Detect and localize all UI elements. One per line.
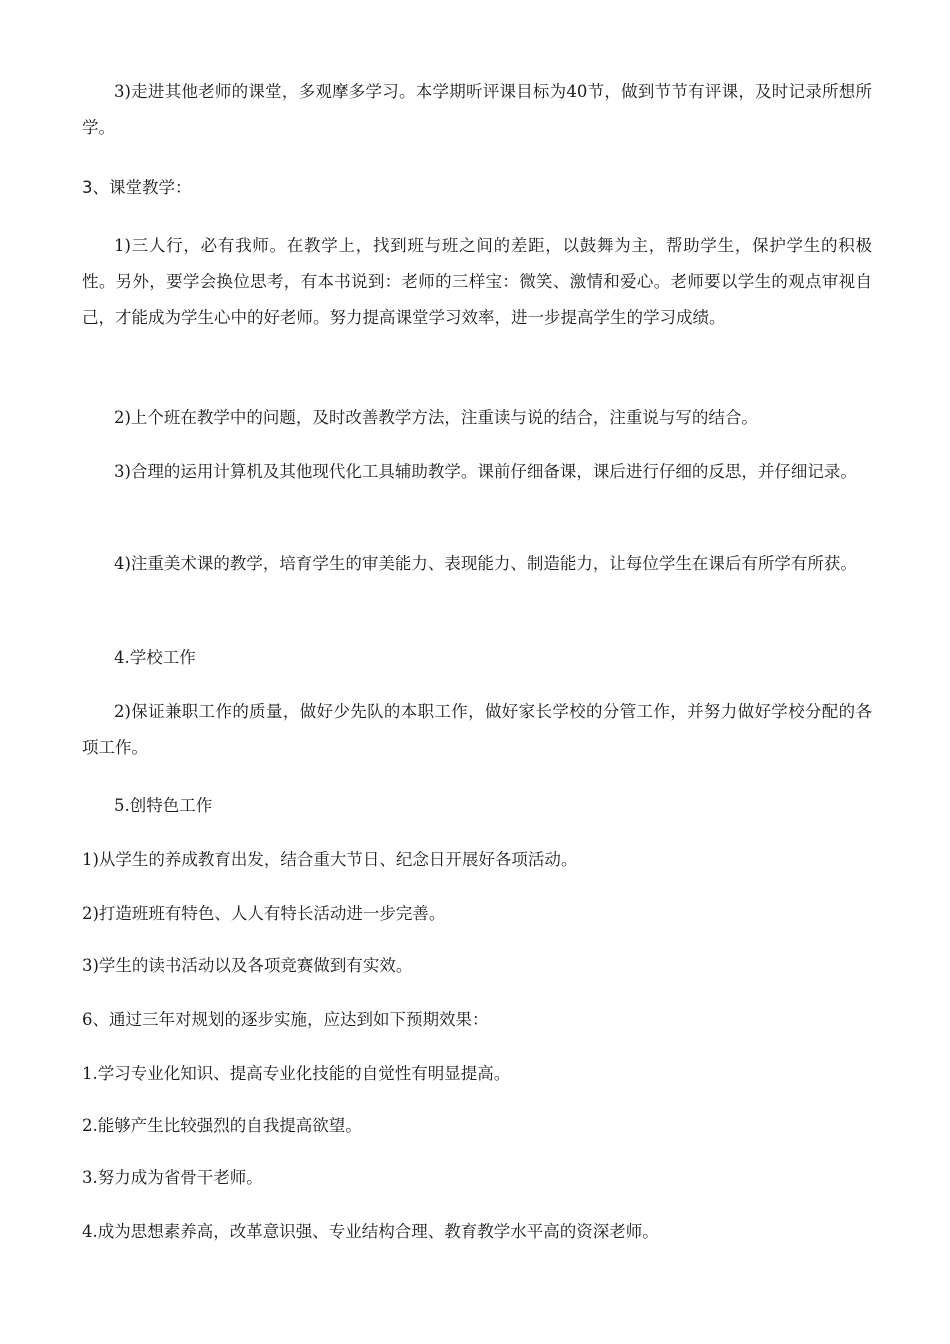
paragraph-result-3: 3.努力成为省骨干老师。: [82, 1168, 263, 1187]
paragraph-school-work-2: 2)保证兼职工作的质量，做好少先队的本职工作，做好家长学校的分管工作，并努力做好学校分配的各项工作。: [82, 702, 872, 757]
paragraph-special-2: 2)打造班班有特色、人人有特长活动进一步完善。: [82, 904, 446, 923]
section-heading-school-work: 4.学校工作: [114, 648, 196, 667]
paragraph-result-1: 1.学习专业化知识、提高专业化技能的自觉性有明显提高。: [82, 1064, 511, 1083]
paragraph-result-2: 2.能够产生比较强烈的自我提高欲望。: [82, 1116, 362, 1135]
paragraph-special-1: 1)从学生的养成教育出发，结合重大节日、纪念日开展好各项活动。: [82, 850, 578, 869]
paragraph-special-3: 3)学生的读书活动以及各项竞赛做到有实效。: [82, 956, 413, 975]
paragraph-observe-classes: 3)走进其他老师的课堂，多观摩多学习。本学期听评课目标为40节，做到节节有评课，及时记录所想所学。: [82, 82, 872, 137]
paragraph-teaching-3: 3)合理的运用计算机及其他现代化工具辅助教学。课前仔细备课，课后进行仔细的反思，并仔细记录。: [114, 462, 857, 481]
section-heading-special-work: 5.创特色工作: [114, 796, 213, 815]
paragraph-teaching-1: 1)三人行，必有我师。在教学上，找到班与班之间的差距，以鼓舞为主，帮助学生，保护学生的积极性。另外，要学会换位思考，有本书说到：老师的三样宝：微笑、激情和爱心。老师要以学生的观点审视自己，才能成为学生心中的好老师。努力提高课堂学习效率，进一步提高学生的学习成绩。: [82, 236, 872, 327]
section-heading-classroom-teaching: 3、课堂教学：: [82, 178, 192, 197]
paragraph-result-4: 4.成为思想素养高，改革意识强、专业结构合理、教育教学水平高的资深老师。: [82, 1222, 659, 1241]
paragraph-teaching-2: 2)上个班在教学中的问题，及时改善教学方法，注重读与说的结合，注重说与写的结合。: [114, 408, 758, 427]
section-heading-expected-results: 6、通过三年对规划的逐步实施，应达到如下预期效果：: [82, 1010, 489, 1029]
paragraph-teaching-4: 4)注重美术课的教学，培育学生的审美能力、表现能力、制造能力，让每位学生在课后有所学有所获。: [114, 554, 857, 573]
